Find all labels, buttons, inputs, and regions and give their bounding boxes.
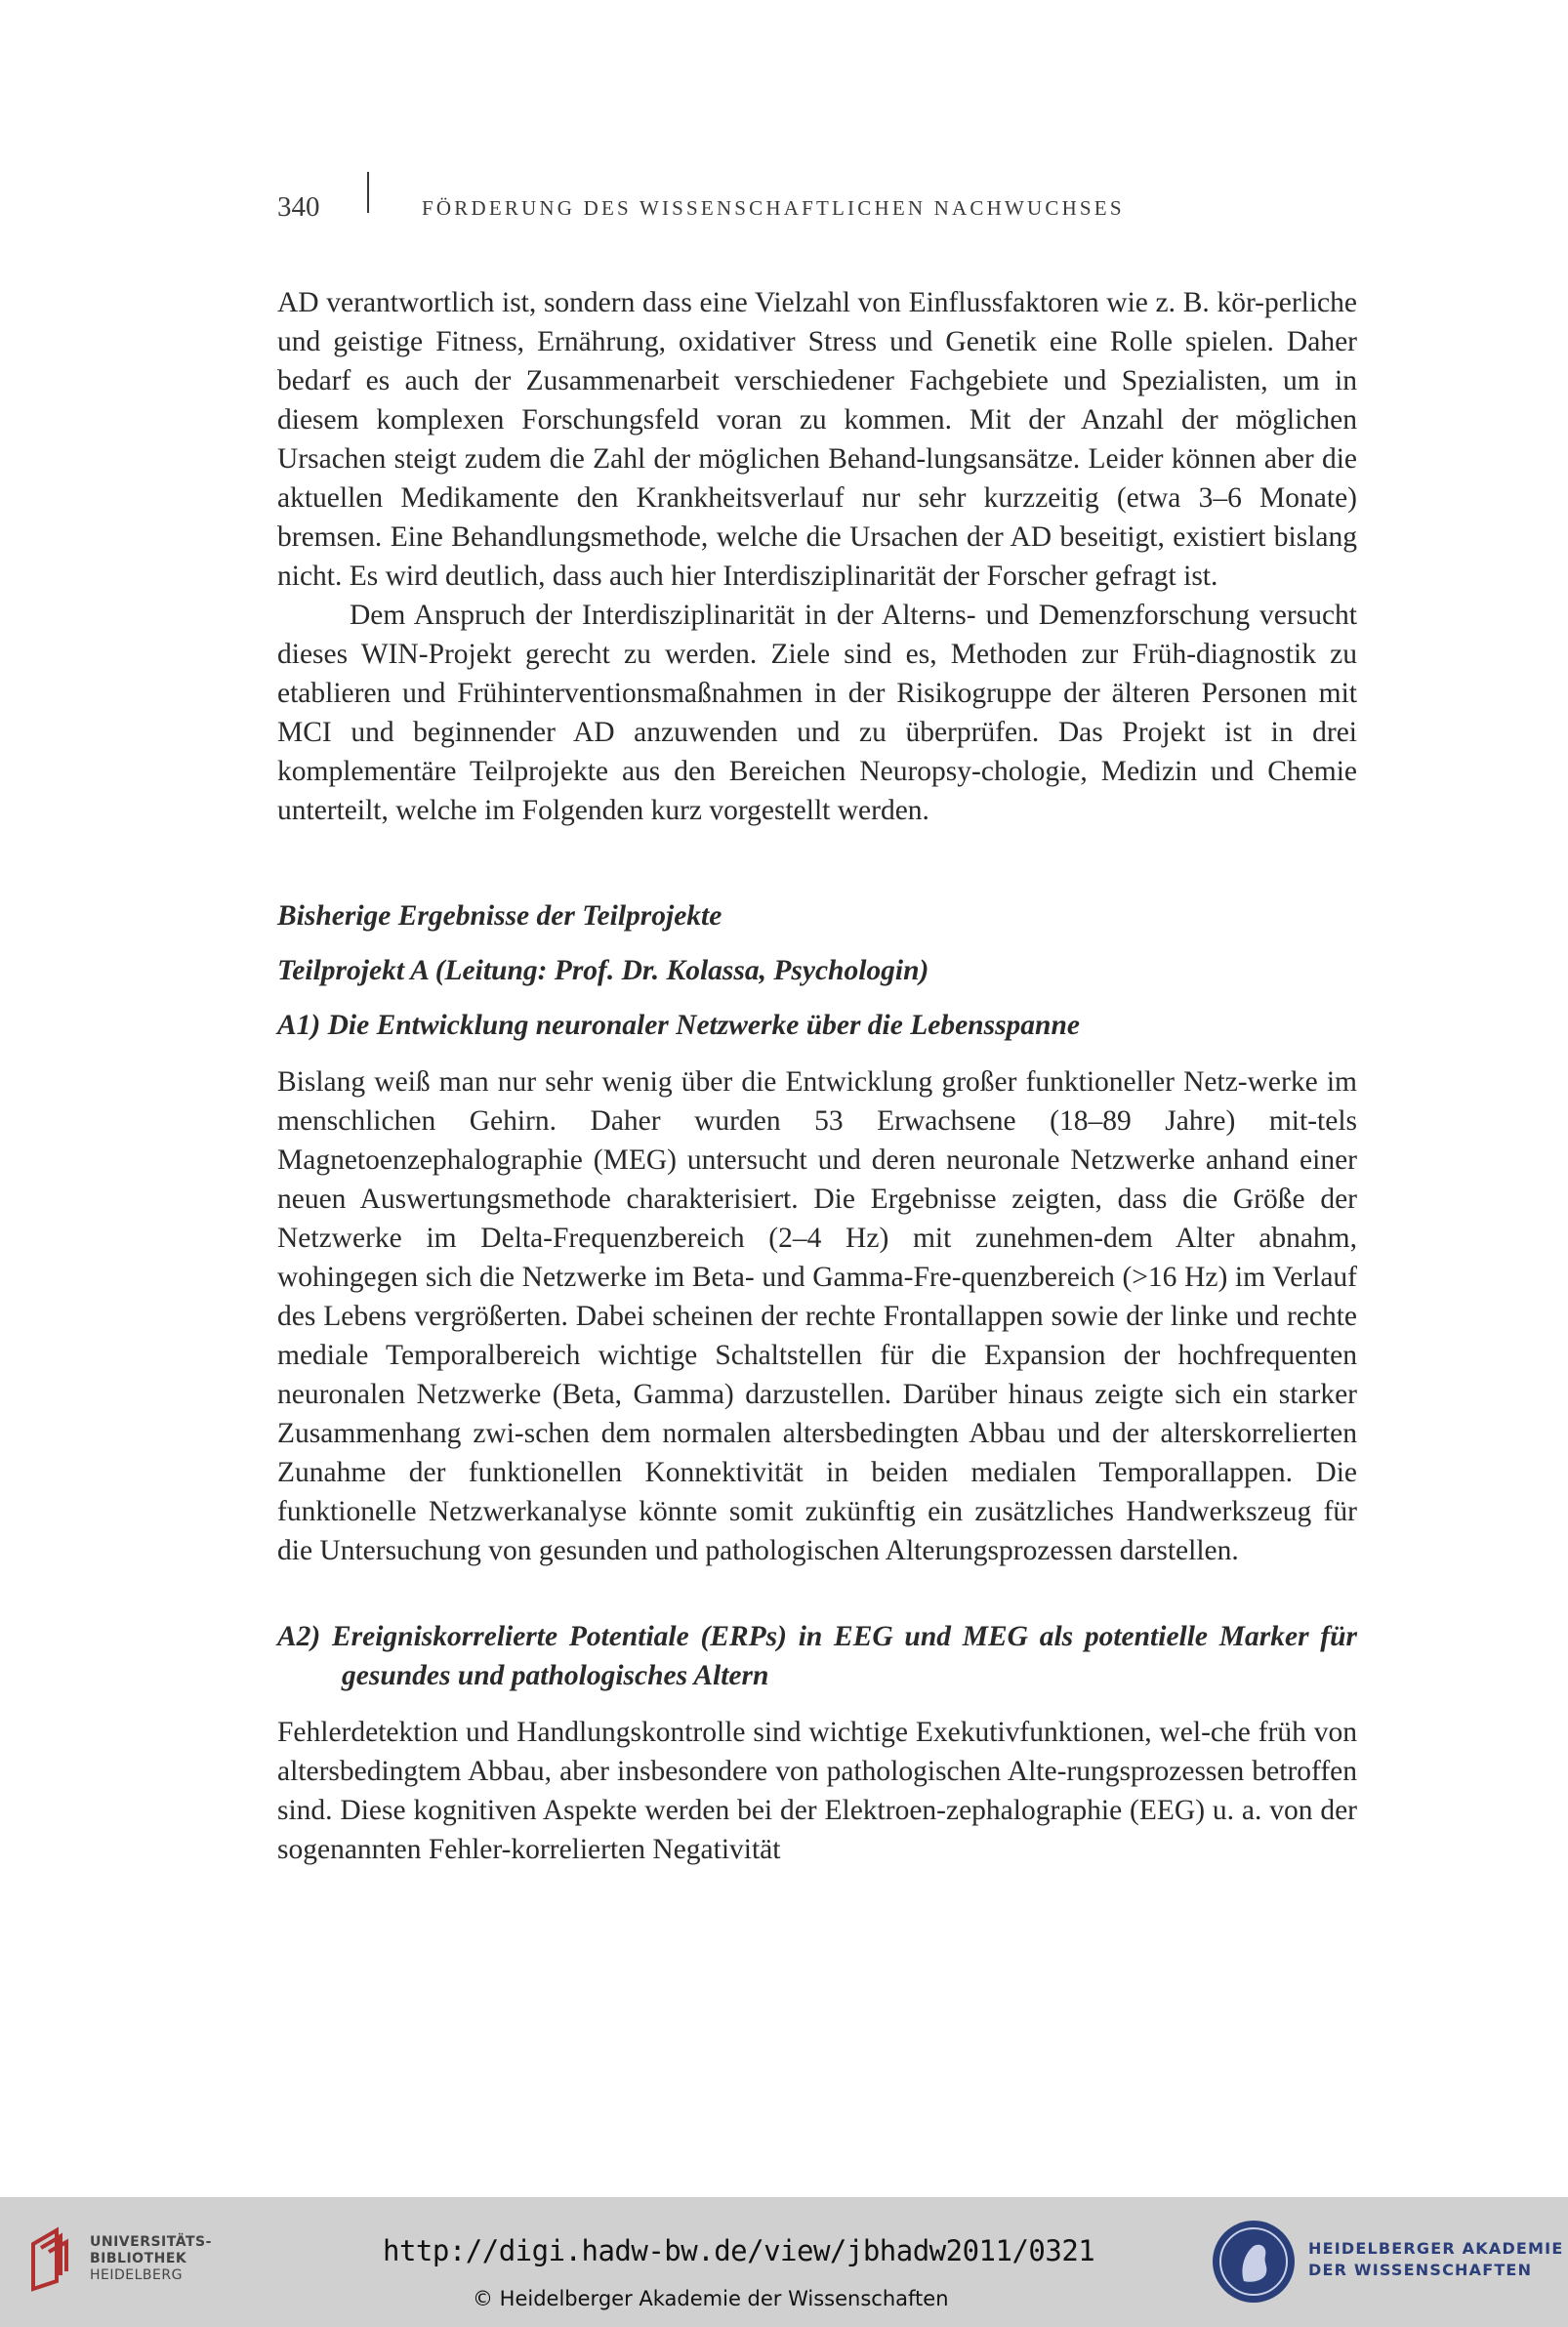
paragraph: AD verantwortlich ist, sondern dass eine Vielzahl von Einflussfaktoren wie z. B. kör-perliche und geistige Fitness, Ernährung, oxidativer Stress und Genetik eine Rolle spielen. Daher bedarf es auch der Zusammenarbeit verschiedener Fachgebiete und Spezialisten, um in diesem komplexen Forschungsfeld voran zu kommen. Mit der Anzahl der möglichen Ursachen steigt zudem die Zahl der möglichen Behand-lungsansätze. Leider können aber die aktuellen Medikamente den Krankheitsverlauf nur sehr kurzzeitig (etwa 3–6 Monate) bremsen. Eine Behandlungsmethode, welche die Ursachen der AD beseitigt, existiert bislang nicht. Es wird deutlich, dass auch hier Interdisziplinarität der Forscher gefragt ist. [277, 287, 1357, 592]
library-name: UNIVERSITÄTS- BIBLIOTHEK HEIDELBERG [90, 2234, 212, 2283]
header-divider [367, 172, 369, 213]
academy-seal-icon [1211, 2219, 1297, 2305]
body-text [277, 283, 1357, 1869]
paragraph: Dem Anspruch der Interdisziplinarität in der Alterns- und Demenzforschung versucht dieses WIN-Projekt gerecht zu werden. Ziele sind es, Methoden zur Früh-diagnostik zu etablieren und Frühinterventionsmaßnahmen in der Risikogruppe der älteren Personen mit MCI und beginnender AD anzuwenden und zu überprüfen. Das Projekt ist in drei komplementäre Teilprojekte aus den Bereichen Neuropsy-chologie, Medizin und Chemie unterteilt, welche im Folgenden kurz vorgestellt werden. [277, 600, 1357, 826]
a1-heading: A1) Die Entwicklung neuronaler Netzwerke über die Lebensspanne [277, 1010, 1080, 1041]
permalink[interactable]: http://digi.hadw-bw.de/view/jbhadw2011/0321 [383, 2234, 1095, 2267]
page-number: 340 [277, 191, 320, 223]
university-library-logo-icon [27, 2224, 82, 2293]
running-head [277, 187, 1351, 246]
paragraph: Fehlerdetektion und Handlungskontrolle sind wichtige Exekutivfunktionen, wel-che früh von altersbedingtem Abbau, aber insbesondere von pathologischen Alte-rungsprozessen betroffen sind. Diese kognitiven Aspekte werden bei der Elektroen-zephalographie (EEG) u. a. von der sogenannten Fehler-korrelierten Negativität [277, 1717, 1357, 1865]
running-title: FÖRDERUNG DES WISSENSCHAFTLICHEN NACHWUCHSES [422, 196, 1125, 220]
subproject-heading: Teilprojekt A (Leitung: Prof. Dr. Kolassa, Psychologin) [277, 955, 929, 986]
paragraph: Bislang weiß man nur sehr wenig über die Entwicklung großer funktioneller Netz-werke im menschlichen Gehirn. Daher wurden 53 Erwachsene (18–89 Jahre) mit-tels Magnetoenzephalographie (MEG) untersucht und deren neuronale Netzwerke anhand einer neuen Auswertungsmethode charakterisiert. Die Ergebnisse zeigten, dass die Größe der Netzwerke im Delta-Frequenzbereich (2–4 Hz) mit zunehmen-dem Alter abnahm, wohingegen sich die Netzwerke im Beta- und Gamma-Fre-quenzbereich (>16 Hz) im Verlauf des Lebens vergrößerten. Dabei scheinen der rechte Frontallappen sowie der linke und rechte mediale Temporalbereich wichtige Schaltstellen für die Expansion der hochfrequenten neuronalen Netzwerke (Beta, Gamma) darzustellen. Darüber hinaus zeigte sich ein starker Zusammenhang zwi-schen dem normalen altersbedingten Abbau und der alterskorrelierten Zunahme der funktionellen Konnektivität in beiden medialen Temporallappen. Die funktionelle Netzwerkanalyse könnte somit zukünftig ein zusätzliches Handwerkszeug für die Untersuchung von gesunden und pathologischen Alterungsprozessen darstellen. [277, 1066, 1357, 1566]
digitization-footer [0, 2197, 1568, 2327]
copyright-notice: © Heidelberger Akademie der Wissenschaften [473, 2287, 949, 2310]
academy-name: HEIDELBERGER AKADEMIE DER WISSENSCHAFTEN [1308, 2239, 1564, 2279]
a2-heading: A2) Ereigniskorrelierte Potentiale (ERPs) in EEG und MEG als potentielle Marker für gesundes und pathologisches Altern [277, 1621, 1357, 1691]
section-heading: Bisherige Ergebnisse der Teilprojekte [277, 900, 722, 932]
